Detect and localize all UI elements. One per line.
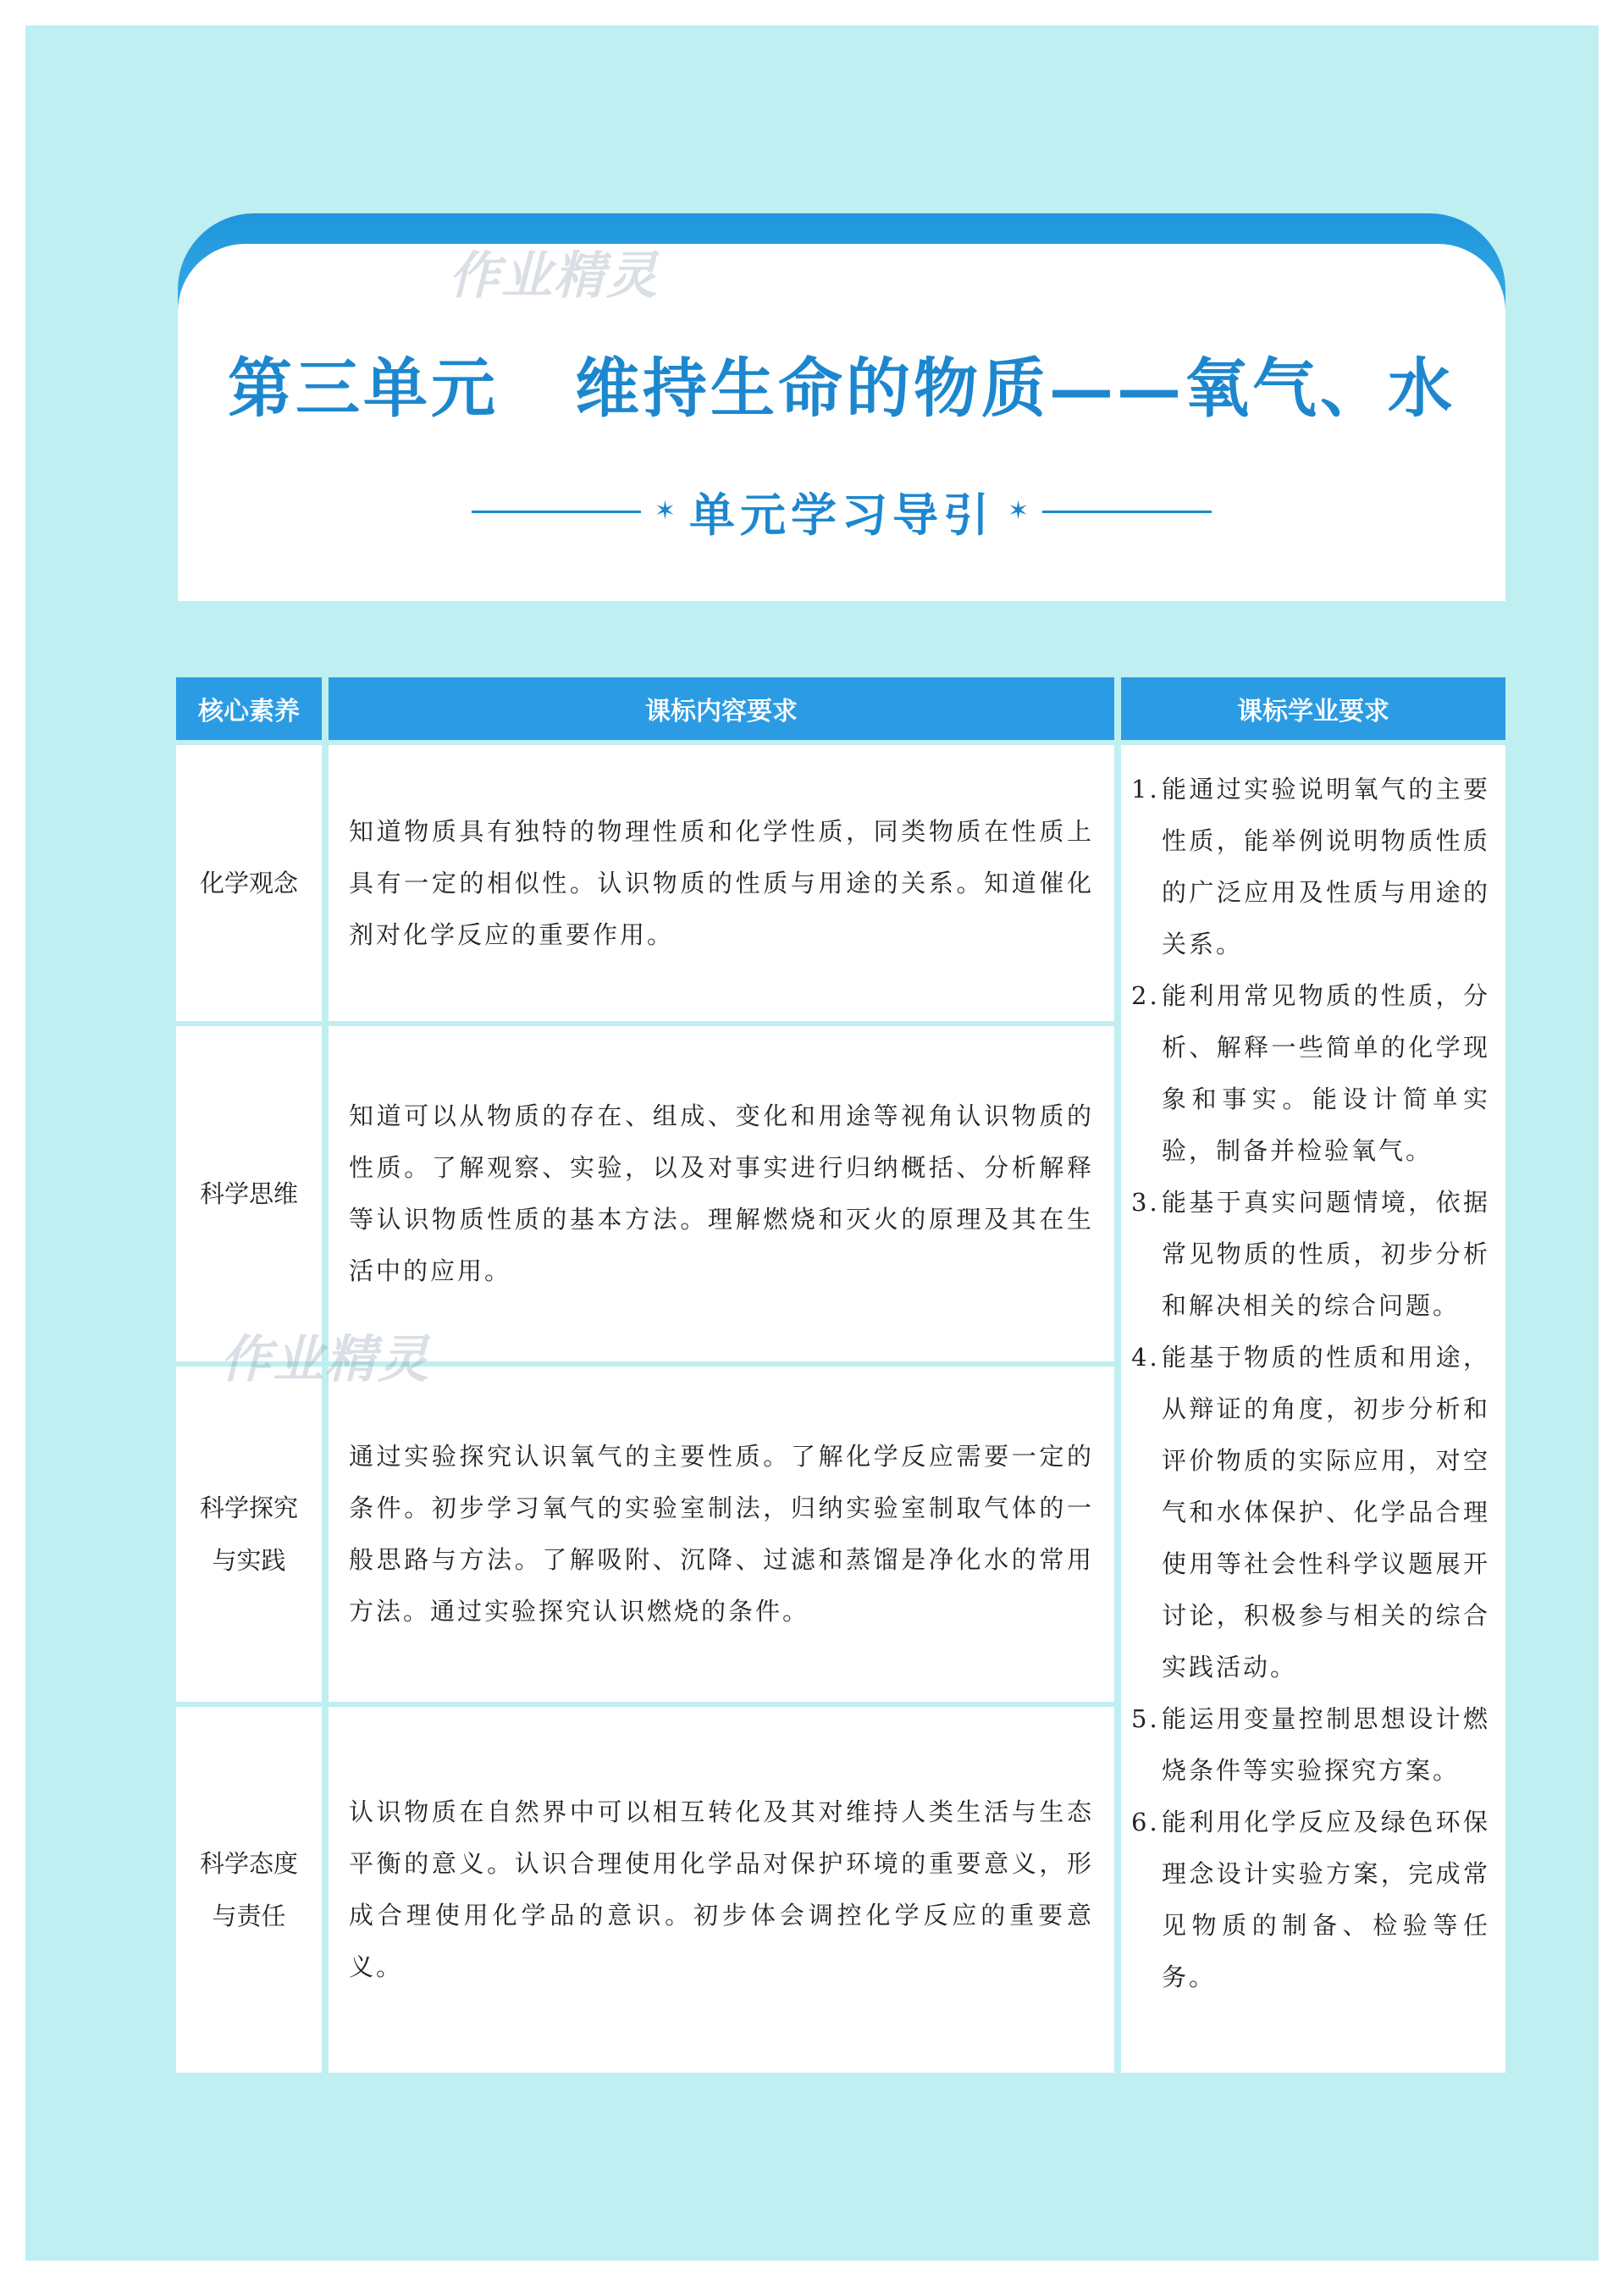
divider-line-right: [1042, 511, 1212, 513]
star-icon: ✶: [1008, 496, 1030, 526]
unit-label: 第三单元: [228, 351, 499, 426]
divider-line-left: [472, 511, 641, 513]
column-header-core-literacy: 核心素养: [176, 677, 322, 740]
content-text: 认识物质在自然界中可以相互转化及其对维持人类生活与生态平衡的意义。认识合理使用化学品对保护环境的重要意义，形成合理使用化学品的意识。初步体会调控化学反应的重要意义。: [349, 1797, 1094, 1981]
requirement-number: 4.: [1131, 1343, 1160, 1372]
requirement-text: 能基于真实问题情境，依据常见物质的性质，初步分析和解决相关的综合问题。: [1162, 1188, 1490, 1320]
requirement-item: [1131, 1332, 1490, 1693]
unit-name: 维持生命的物质——氧气、水: [575, 351, 1456, 426]
star-icon: ✶: [654, 496, 676, 526]
row-content-scientific-attitude: [329, 1707, 1114, 2073]
requirements-list: [1121, 745, 1505, 2003]
unit-header-card: [178, 213, 1505, 601]
requirement-text: 能利用化学反应及绿色环保理念设计实验方案，完成常见物质的制备、检验等任务。: [1162, 1808, 1490, 1991]
requirement-text: 能基于物质的性质和用途，从辩证的角度，初步分析和评价物质的实际应用，对空气和水体保护、化学品合理使用等社会性科学议题展开讨论，积极参与相关的综合实践活动。: [1162, 1343, 1490, 1681]
requirement-item: [1131, 970, 1490, 1177]
page-background: [25, 25, 1599, 2261]
requirement-number: 5.: [1131, 1704, 1160, 1733]
content-text: 知道可以从物质的存在、组成、变化和用途等视角认识物质的性质。了解观察、实验，以及对事实进行归纳概括、分析解释等认识物质性质的基本方法。理解燃烧和灭火的原理及其在生活中的应用。: [349, 1102, 1094, 1285]
requirement-number: 6.: [1131, 1808, 1160, 1836]
academic-requirements-cell: [1121, 745, 1505, 2073]
row-content-chemistry-concept: [329, 745, 1114, 1021]
row-label-scientific-thinking: 科学思维: [176, 1026, 322, 1361]
column-header-academic-requirements: 课标学业要求: [1121, 677, 1505, 740]
guide-heading: [178, 478, 1505, 545]
requirement-text: 能通过实验说明氧气的主要性质，能举例说明物质性质的广泛应用及性质与用途的关系。: [1162, 775, 1490, 958]
requirement-number: 2.: [1131, 981, 1160, 1010]
requirement-text: 能运用变量控制思想设计燃烧条件等实验探究方案。: [1162, 1704, 1490, 1785]
watermark: 作业精灵: [220, 1330, 430, 1389]
requirement-item: [1131, 1693, 1490, 1797]
requirement-text: 能利用常见物质的性质，分析、解释一些简单的化学现象和事实。能设计简单实验，制备并检验氧气。: [1162, 981, 1490, 1165]
row-label-scientific-attitude: 科学态度与责任: [176, 1707, 322, 2073]
requirement-item: [1131, 1177, 1490, 1332]
row-label-chemistry-concept: 化学观念: [176, 745, 322, 1021]
requirement-item: [1131, 764, 1490, 970]
row-content-scientific-thinking: [329, 1026, 1114, 1361]
unit-title: [178, 337, 1505, 429]
requirement-number: 1.: [1131, 775, 1160, 803]
requirement-item: [1131, 1797, 1490, 2003]
guide-title: 单元学习导引: [689, 487, 994, 542]
watermark: 作业精灵: [449, 246, 659, 306]
content-text: 通过实验探究认识氧气的主要性质。了解化学反应需要一定的条件。初步学习氧气的实验室制法，归纳实验室制取气体的一般思路与方法。了解吸附、沉降、过滤和蒸馏是净化水的常用方法。通过实验探究认识燃烧的条件。: [349, 1442, 1094, 1626]
row-label-scientific-inquiry: 科学探究与实践: [176, 1367, 322, 1702]
column-header-content-requirements: 课标内容要求: [329, 677, 1114, 740]
requirement-number: 3.: [1131, 1188, 1160, 1217]
content-text: 知道物质具有独特的物理性质和化学性质，同类物质在性质上具有一定的相似性。认识物质的性质与用途的关系。知道催化剂对化学反应的重要作用。: [349, 816, 1094, 949]
row-content-scientific-inquiry: [329, 1367, 1114, 1702]
